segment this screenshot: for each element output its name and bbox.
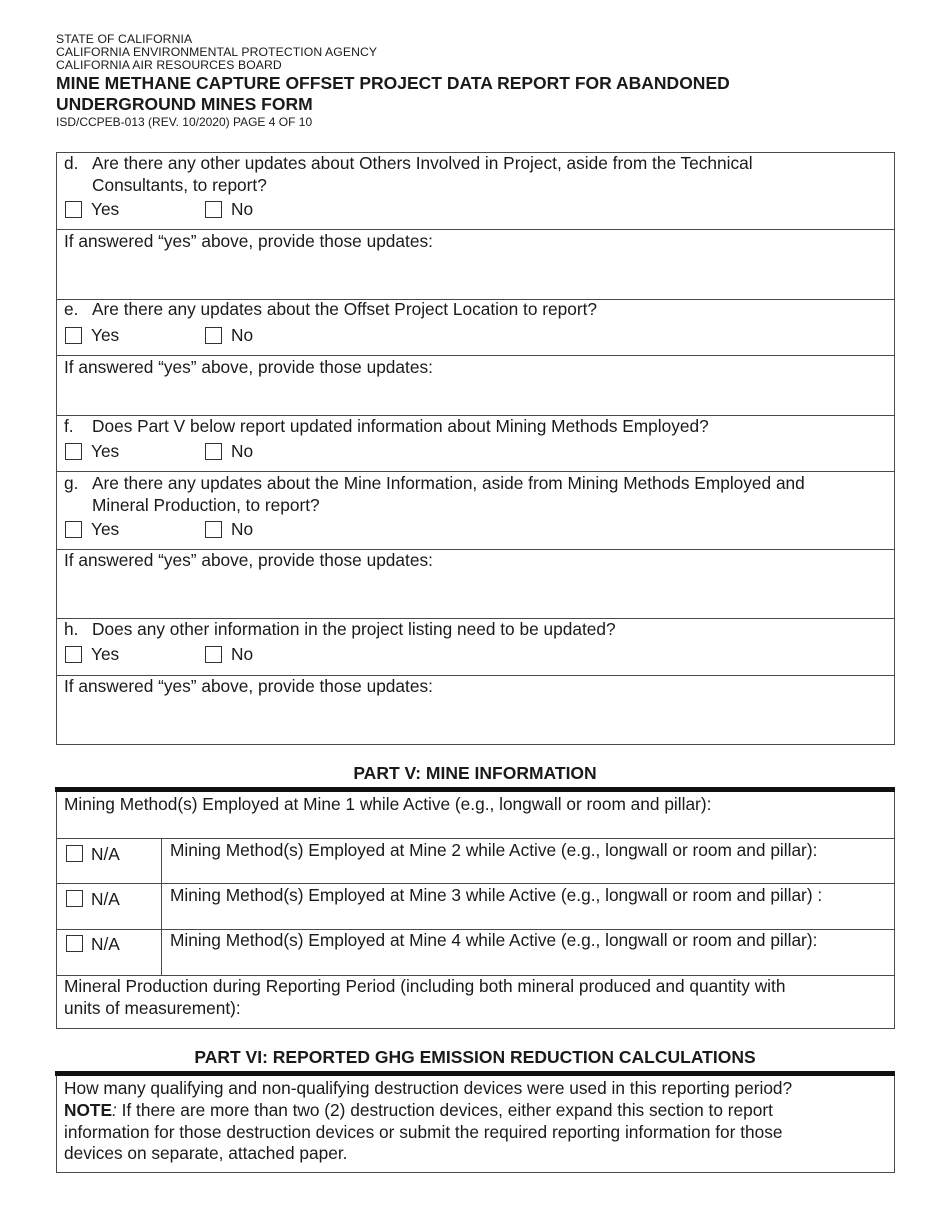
note-label: NOTE [64,1100,113,1120]
divider [56,229,895,230]
form-header [56,33,896,129]
question-f-yes-label: Yes [91,441,120,461]
question-h-yes-checkbox[interactable] [65,646,82,663]
mineral-production-line2: units of measurement): [64,998,241,1018]
state-label: STATE OF CALIFORNIA [56,32,193,46]
question-g-letter: g. [64,473,79,493]
question-g-yes-label: Yes [91,519,120,539]
mine3-na-label: N/A [91,889,120,909]
divider [56,883,895,884]
devices-question[interactable]: How many qualifying and non-qualifying destruction devices were used in this reporting period? [64,1078,793,1098]
question-d-no-checkbox[interactable] [205,201,222,218]
question-f-yes-checkbox[interactable] [65,443,82,460]
question-e-followup[interactable]: If answered “yes” above, provide those updates: [64,357,433,377]
mineral-production-line1[interactable]: Mineral Production during Reporting Period (including both mineral produced and quantity with [64,976,786,996]
question-h-no-checkbox[interactable] [205,646,222,663]
question-e-no-label: No [231,325,254,345]
mine2-method-label[interactable]: Mining Method(s) Employed at Mine 2 while Active (e.g., longwall or room and pillar): [170,840,818,860]
mine4-na-checkbox[interactable] [66,935,83,952]
mine3-na-checkbox[interactable] [66,890,83,907]
question-d-yes-label: Yes [91,199,120,219]
question-f-letter: f. [64,416,74,436]
question-h-line1: Does any other information in the project listing need to be updated? [92,619,616,639]
mine2-na-label: N/A [91,844,120,864]
question-e-yes-checkbox[interactable] [65,327,82,344]
question-d-letter: d. [64,153,79,173]
mine1-method-label[interactable]: Mining Method(s) Employed at Mine 1 while Active (e.g., longwall or room and pillar): [64,794,712,814]
divider [56,355,895,356]
question-d-line2: Consultants, to report? [92,175,267,195]
question-e-line1: Are there any updates about the Offset Project Location to report? [92,299,597,319]
note-colon: : [112,1100,117,1120]
question-g-no-label: No [231,519,254,539]
question-d-line1: Are there any other updates about Others Involved in Project, aside from the Technical [92,153,753,173]
na-column-divider [161,838,162,975]
question-g-no-checkbox[interactable] [205,521,222,538]
mine2-na-checkbox[interactable] [66,845,83,862]
question-f-no-label: No [231,441,254,461]
agency-label: CALIFORNIA ENVIRONMENTAL PROTECTION AGENCY [56,45,378,59]
part-5-title: PART V: MINE INFORMATION [353,763,597,783]
form-title [56,73,896,115]
question-f-no-checkbox[interactable] [205,443,222,460]
question-h-no-label: No [231,644,254,664]
mine4-na-label: N/A [91,934,120,954]
divider [56,838,895,839]
note-line2: information for those destruction devices or submit the required reporting information for those [64,1122,783,1142]
note-line1 [64,1100,773,1122]
question-d-followup[interactable]: If answered “yes” above, provide those updates: [64,231,433,251]
question-d-yes-checkbox[interactable] [65,201,82,218]
board-label: CALIFORNIA AIR RESOURCES BOARD [56,58,282,72]
question-h-followup[interactable]: If answered “yes” above, provide those updates: [64,676,433,696]
question-g-line1: Are there any updates about the Mine Information, aside from Mining Methods Employed and [92,473,805,493]
question-d-no-label: No [231,199,254,219]
note-text: If there are more than two (2) destruction devices, either expand this section to report [116,1100,773,1120]
form-id: ISD/CCPEB-013 (REV. 10/2020) PAGE 4 OF 10 [56,115,313,129]
form-title-line2: UNDERGROUND MINES FORM [56,94,313,114]
question-e-no-checkbox[interactable] [205,327,222,344]
question-g-yes-checkbox[interactable] [65,521,82,538]
part-6-title: PART VI: REPORTED GHG EMISSION REDUCTION CALCULATIONS [194,1047,756,1067]
note-line3: devices on separate, attached paper. [64,1143,348,1163]
question-e-yes-label: Yes [91,325,120,345]
divider [56,471,895,472]
question-h-letter: h. [64,619,79,639]
form-title-line1: MINE METHANE CAPTURE OFFSET PROJECT DATA REPORT FOR ABANDONED [56,73,730,93]
question-e-letter: e. [64,299,79,319]
mine4-method-label[interactable]: Mining Method(s) Employed at Mine 4 while Active (e.g., longwall or room and pillar): [170,930,818,950]
question-g-line2: Mineral Production, to report? [92,495,320,515]
question-g-followup[interactable]: If answered “yes” above, provide those updates: [64,550,433,570]
question-h-yes-label: Yes [91,644,120,664]
mine3-method-label[interactable]: Mining Method(s) Employed at Mine 3 while Active (e.g., longwall or room and pillar) : [170,885,823,905]
question-f-line1: Does Part V below report updated information about Mining Methods Employed? [92,416,709,436]
